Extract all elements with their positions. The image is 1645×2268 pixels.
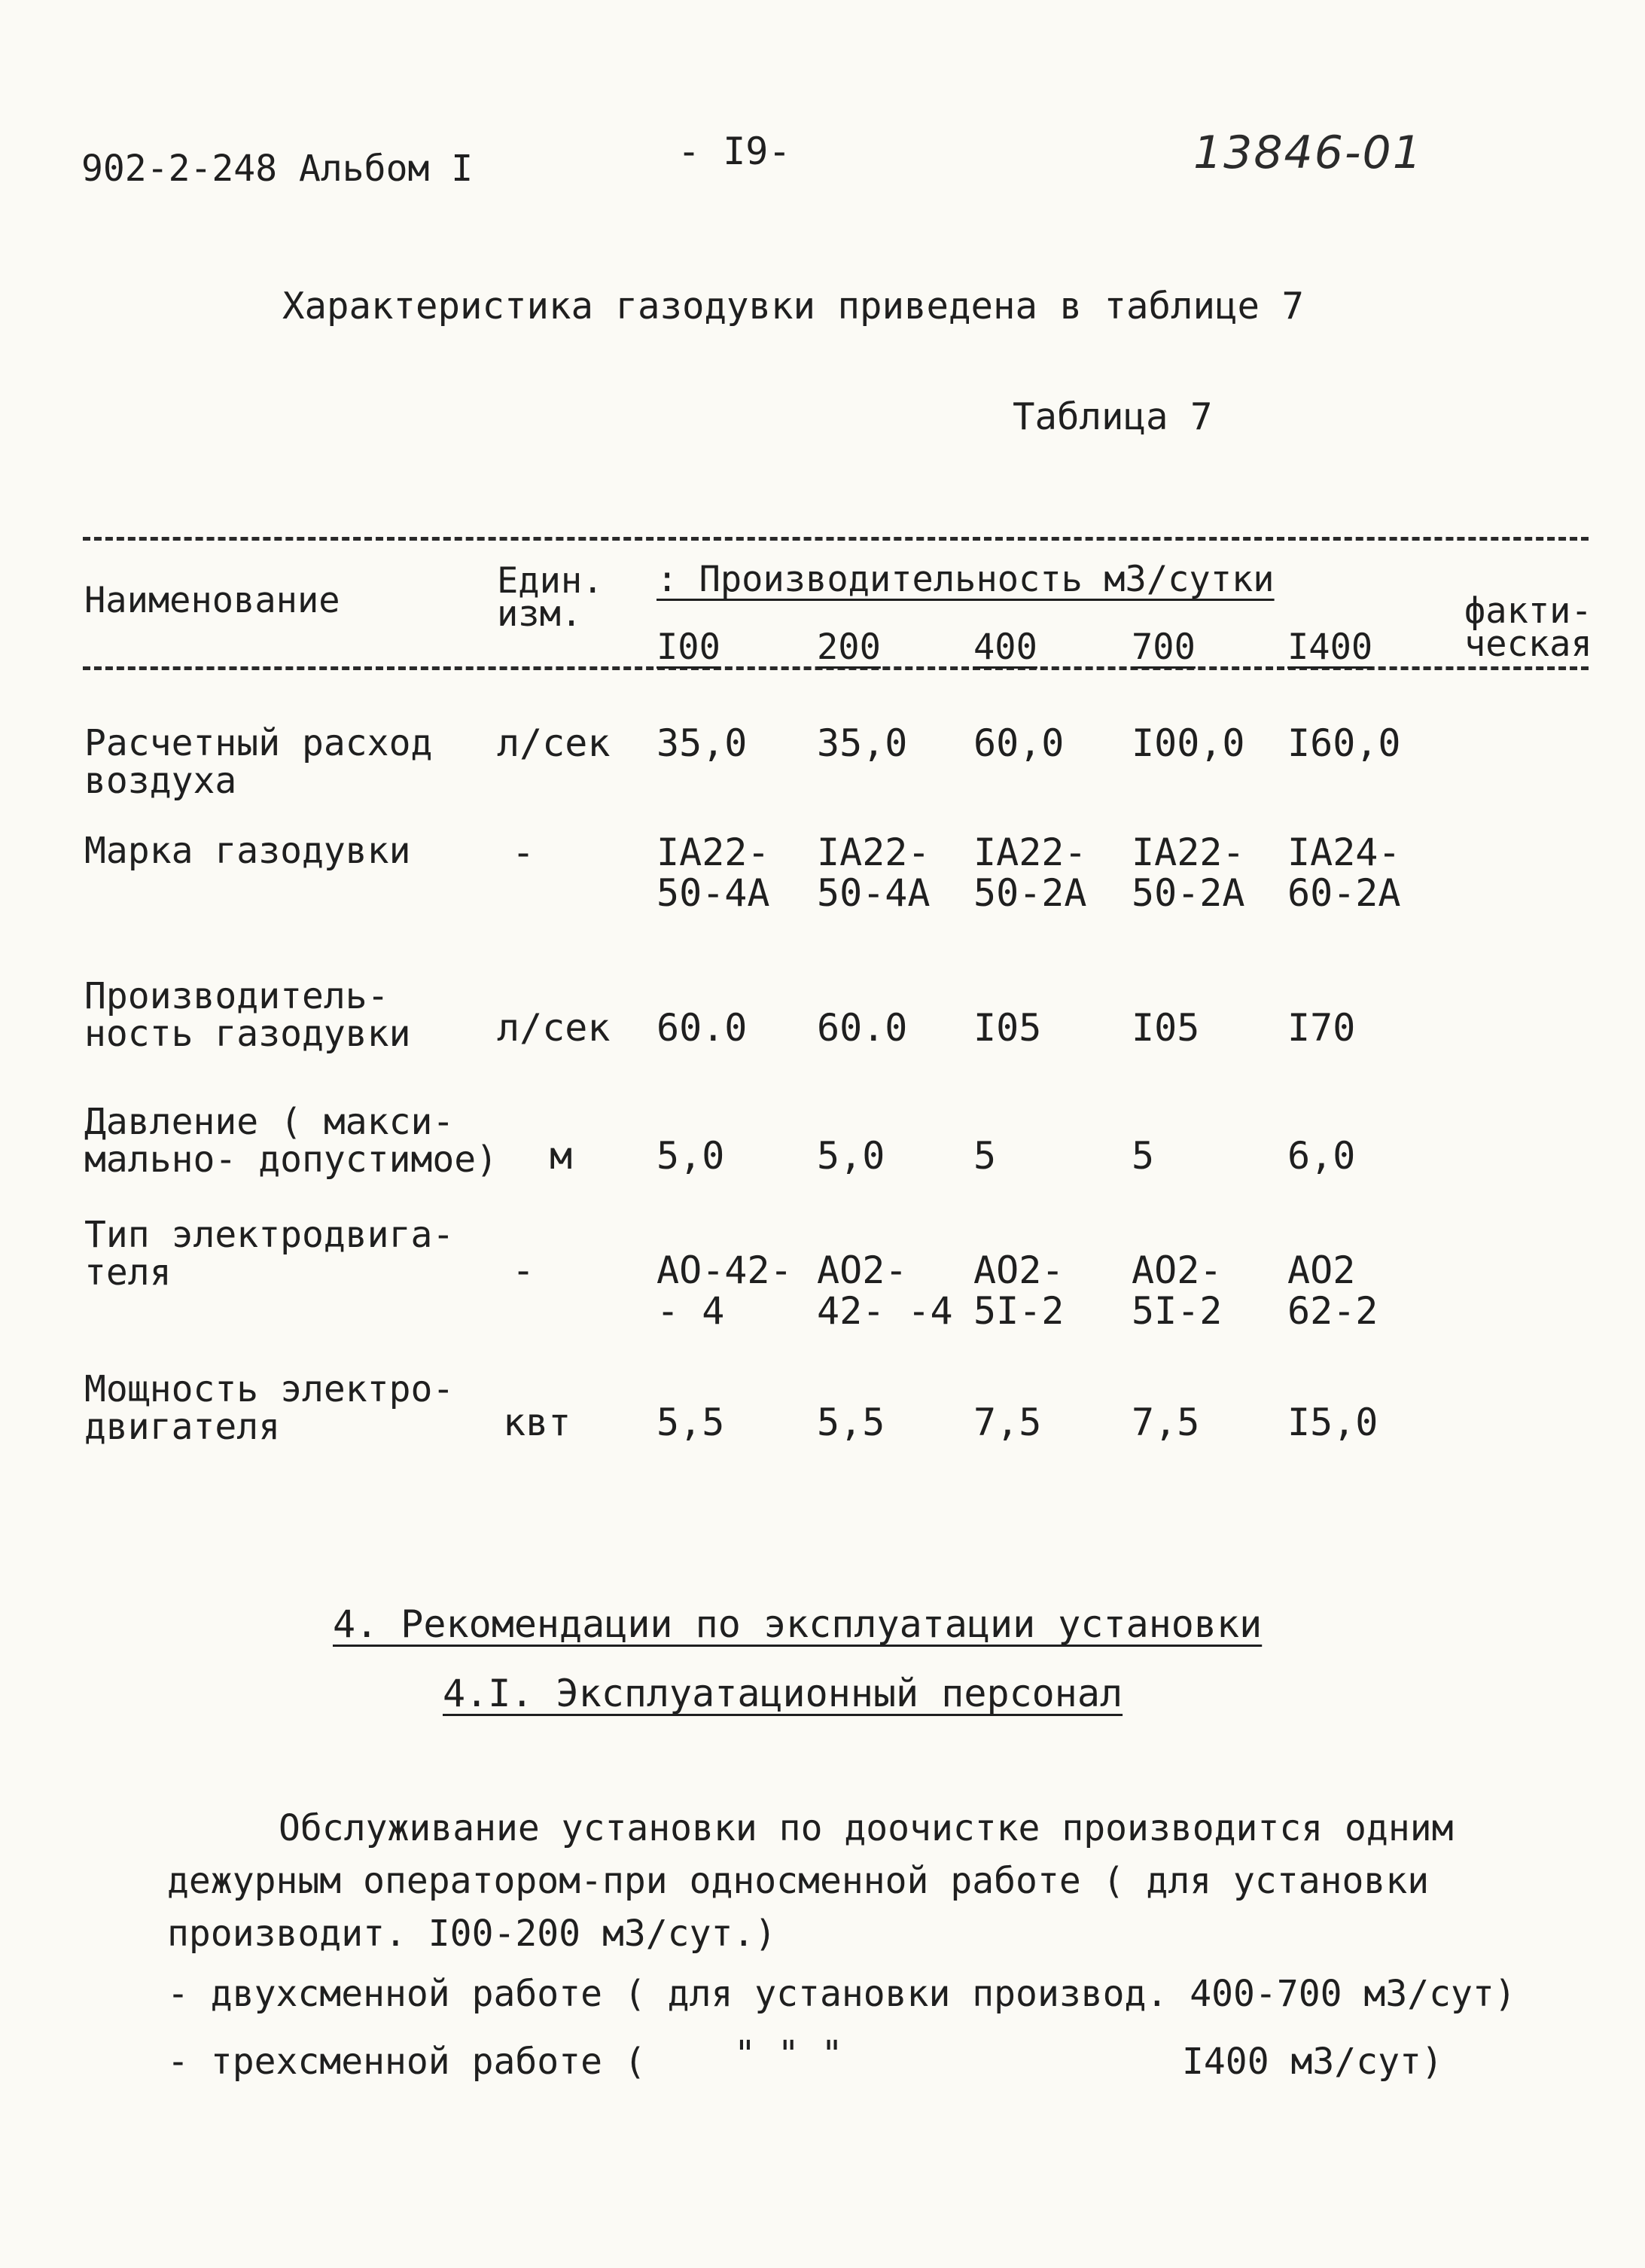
table-cell: 60.0 <box>817 1006 908 1050</box>
table-cell: IA22- 50-2A <box>973 831 1087 915</box>
table-cell: IA24- 60-2A <box>1287 831 1401 915</box>
column-header: 400 <box>973 626 1037 668</box>
header-unit: Един. изм. <box>497 560 604 635</box>
table-cell: I5,0 <box>1287 1401 1378 1444</box>
row-unit: л/сек <box>497 1006 611 1050</box>
table-cell: 5 <box>1132 1134 1155 1178</box>
row-label: Мощность электро- двигателя <box>84 1368 455 1448</box>
row-label: Тип электродвига- теля <box>84 1214 455 1294</box>
table-cell: I60,0 <box>1287 721 1401 765</box>
section-title-text: 4. Рекомендации по эксплуатации установки <box>333 1602 1263 1646</box>
row-label: Марка газодувки <box>84 830 411 872</box>
table-cell: IA22- 50-4A <box>656 831 770 915</box>
document-code: 902-2-248 Альбом I <box>81 148 474 190</box>
column-header: 200 <box>817 626 881 668</box>
table-cell: I05 <box>1132 1006 1200 1050</box>
column-header: I00 <box>656 626 720 668</box>
table-top-rule <box>83 537 1589 541</box>
table-cell: AO2-42- -4 <box>817 1248 953 1333</box>
table-cell: 5,5 <box>817 1401 885 1444</box>
row-unit: - <box>512 831 535 874</box>
table-cell: 5 <box>973 1134 997 1178</box>
page-number: - I9- <box>678 130 791 173</box>
paragraph-line: - двухсменной работе ( для установки производ. 400-700 м3/сут) <box>167 1973 1516 2015</box>
paragraph-line-end: I400 м3/сут) <box>1182 2041 1443 2083</box>
paragraph-line: Обслуживание установки по доочистке производится одним <box>279 1807 1454 1849</box>
paragraph-line: - трехсменной работе ( <box>167 2041 646 2083</box>
table-cell: AO2 62-2 <box>1287 1248 1378 1333</box>
table-cell: 7,5 <box>1132 1401 1200 1444</box>
header-name: Наименование <box>84 580 340 621</box>
table-cell: I70 <box>1287 1006 1356 1050</box>
column-header: 700 <box>1132 626 1196 668</box>
table-cell: AO2- 5I-2 <box>973 1248 1065 1333</box>
table-cell: IA22- 50-4A <box>817 831 931 915</box>
table-label: Таблица 7 <box>1013 395 1213 438</box>
row-unit: квт <box>503 1401 571 1444</box>
table-cell: 60,0 <box>973 721 1065 765</box>
header-productivity: : Производительность м3/сутки <box>656 559 1275 600</box>
table-cell: I00,0 <box>1132 721 1245 765</box>
table-cell: 5,0 <box>817 1134 885 1178</box>
row-unit: - <box>512 1248 535 1292</box>
row-label: Расчетный расход воздуха <box>84 722 433 802</box>
table-cell: 6,0 <box>1287 1134 1356 1178</box>
row-unit: л/сек <box>497 721 611 765</box>
paragraph-line: производит. I00-200 м3/сут.) <box>167 1913 777 1955</box>
table-cell: I05 <box>973 1006 1042 1050</box>
header-actual: факти- ческая <box>1464 590 1592 665</box>
table-cell: IA22- 50-2A <box>1132 831 1245 915</box>
table-cell: 5,5 <box>656 1401 725 1444</box>
table-cell: 5,0 <box>656 1134 725 1178</box>
table-cell: 35,0 <box>656 721 748 765</box>
row-label: Давление ( макси- мально- допустимое) <box>84 1101 498 1181</box>
handwritten-number: 13846-01 <box>1193 127 1423 179</box>
ditto-marks: " " " <box>734 2033 843 2075</box>
row-label: Производитель- ность газодувки <box>84 975 411 1055</box>
table-cell: AO-42- - 4 <box>656 1248 793 1333</box>
table-cell: 35,0 <box>817 721 908 765</box>
column-header: I400 <box>1287 626 1373 668</box>
table-cell: AO2- 5I-2 <box>1132 1248 1223 1333</box>
table-cell: 60.0 <box>656 1006 748 1050</box>
paragraph-line: дежурным оператором-при односменной работе ( для установки <box>167 1860 1430 1902</box>
table-cell: 7,5 <box>973 1401 1042 1444</box>
section-title <box>333 1602 1262 1646</box>
section-subtitle: 4.I. Эксплуатационный персонал <box>443 1672 1123 1715</box>
intro-text: Характеристика газодувки приведена в таблице 7 <box>282 285 1305 328</box>
row-unit: м <box>550 1134 573 1178</box>
